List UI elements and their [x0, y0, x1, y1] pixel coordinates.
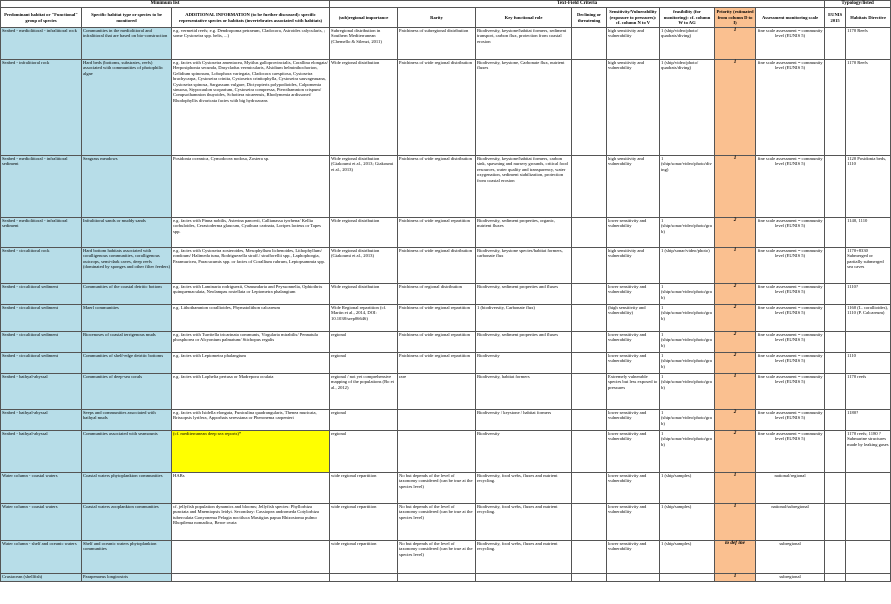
cell-sensitivity: lower sensitivity and vulnerability	[607, 504, 660, 541]
cell-sensitivity: high sensitivity and vulnerability	[607, 28, 660, 60]
cell-priority: 1	[715, 574, 756, 582]
cell-assessment-scale: fine scale assessment = community level (EUNIS 5)	[756, 332, 825, 353]
cell-habitat-group: Seabed - circalittoral sediment	[1, 284, 82, 305]
cell-rarity: Patchiness of wide regional distribution	[398, 60, 476, 156]
cell-habitat-group: Seabed - infralittoral rock	[1, 60, 82, 156]
cell-habitats-directive	[846, 504, 891, 541]
cell-eunis	[825, 541, 846, 574]
cell-assessment-scale: national/regional	[756, 473, 825, 504]
cell-additional-info: cf. jellyfish population dynamics and blooms; Jellyfish species: Phyllorhiza punctata and Mnemiopsis leidyi. Secondary: Cassiopea andromeda Cotylorhiza tuberculata Gonyonema Pelagia noctiluca Mastigias papua Rhizostoma pulmo Rhopilema nomadica, Beroe ovata	[172, 504, 330, 541]
cell-regional-importance: Wide regional distribution	[330, 284, 398, 305]
table-row	[1, 305, 891, 332]
cell-specific-habitat: Parapenaeus longirostris	[82, 574, 172, 582]
cell-feasibility: 1 (ship/sonar/video/photo/grab)	[660, 332, 715, 353]
cell-priority: 1	[715, 374, 756, 410]
cell-assessment-scale: fine scale assessment = community level (EUNIS 5)	[756, 305, 825, 332]
cell-rarity	[398, 431, 476, 473]
cell-assessment-scale: fine scale assessment = community level (EUNIS 5)	[756, 28, 825, 60]
header-group-criteria: Text-Field Criteria	[330, 1, 825, 8]
cell-eunis	[825, 60, 846, 156]
cell-declining	[572, 353, 607, 374]
col-header-habitat-group: Predominant habitat or "Functional" group of species	[1, 8, 82, 28]
cell-specific-habitat: Hard beds (bottoms, substrates, reefs) associated with communities of photophilic algae	[82, 60, 172, 156]
cell-sensitivity: lower sensitivity and vulnerability	[607, 353, 660, 374]
cell-additional-info: e.g. facies with Leptometra phalangium	[172, 353, 330, 374]
cell-declining	[572, 28, 607, 60]
cell-functional-role: Biodiversity, habitat formers	[476, 374, 572, 410]
cell-habitat-group: Water column - coastal waters	[1, 504, 82, 541]
table-row	[1, 248, 891, 284]
cell-assessment-scale: fine scale assessment = community level (EUNIS 5)	[756, 248, 825, 284]
cell-rarity: Patchiness of regional distribution	[398, 284, 476, 305]
cell-sensitivity	[607, 574, 660, 582]
cell-habitats-directive	[846, 574, 891, 582]
cell-functional-role: Biodiversity, sediment properties, organic, nutrient fluxes	[476, 218, 572, 248]
cell-additional-info: e.g. vermetid reefs; e.g. Dendropoma petraeum, Cladocora, Astroides calycularis, ; some Cystoseira spp. belts, ...)	[172, 28, 330, 60]
cell-specific-habitat: Communities of shelf-edge detritic bottoms	[82, 353, 172, 374]
table-row	[1, 574, 891, 582]
cell-additional-info: e.g. facies with Isidella elongata, Funiculina quadrangularis, Thenea muricata, Brissopsis lyrifera, Apporhais seressiana or Pheronema carpenteri	[172, 410, 330, 431]
col-header-sensitivity: Sensitivity/Vulnerability (exposure to pressures): cf. column N to V	[607, 8, 660, 28]
cell-habitats-directive: 1110?	[846, 284, 891, 305]
cell-priority: 1	[715, 473, 756, 504]
cell-additional-info: e.g. facies with Cystoseira amentacea, Mytilus galloprovincialis, Corallina elongata/ Herposiphonia secunda, Dasycladus vermicularis, Alsidium helminthochorton, Gelidium spinosum, Lobophora variegata, Cladocora caespitosa, Cystoseira brachycarpa, Cystoseira crinita, Cystoseira crinitophylla, Cystoseira sauvageauana, Cystoseira spinosa, Sargassum vulgare, Dictyopteris polypodioides, Calpomenia sinuosa, Stypocaulon scoparium, Cystoseira compressa, Pterothamnion crispum/ Compsothamnion thuyoides, Schottera nicaeensis, Rhodymenia ardissonei/ Rhodophyllis divaricata facies with big hydrozoans	[172, 60, 330, 156]
cell-habitats-directive: 1140, 1110	[846, 218, 891, 248]
cell-specific-habitat: Communities in the mediolittoral and infralittoral that are based on bio-construction	[82, 28, 172, 60]
cell-declining	[572, 332, 607, 353]
cell-specific-habitat: Communities of the coastal detritic bottom	[82, 284, 172, 305]
cell-habitats-directive	[846, 332, 891, 353]
cell-eunis	[825, 218, 846, 248]
cell-eunis	[825, 504, 846, 541]
cell-assessment-scale: subregional	[756, 541, 825, 574]
cell-declining	[572, 410, 607, 431]
col-header-declining: Declining or threatening	[572, 8, 607, 28]
cell-habitat-group: Seabed - mediolittoral - infralittoral rock	[1, 28, 82, 60]
cell-habitats-directive: 1170 reefs	[846, 374, 891, 410]
cell-habitats-directive: 1160 (L. corallioides), 1110 (P. Calcareum)	[846, 305, 891, 332]
cell-eunis	[825, 574, 846, 582]
cell-additional-info: e.g. facies with Turritella tricarinata communis, Virgularia mirabilis/ Pennatula phosphorea or Alcyonium palmatum/ Stichopus regalis	[172, 332, 330, 353]
cell-regional-importance: Wide regional distribution (Giakoumi et al., 2013)	[330, 248, 398, 284]
cell-rarity: Patchiness of wide regional repartition	[398, 332, 476, 353]
cell-rarity: rare	[398, 374, 476, 410]
cell-feasibility: 1 (ship/samples)	[660, 504, 715, 541]
cell-sensitivity: lower sensitivity and vulnerability	[607, 541, 660, 574]
cell-specific-habitat: Seeps and communities associated with bathyal muds	[82, 410, 172, 431]
cell-feasibility: 1 (ship/sonar/video/photo/grab)	[660, 353, 715, 374]
table-row	[1, 332, 891, 353]
cell-assessment-scale: fine scale assessment = community level (EUNIS 5)	[756, 374, 825, 410]
cell-eunis	[825, 332, 846, 353]
cell-rarity: No but depends of the level of taxonomy considered (can be true at the species level)	[398, 504, 476, 541]
cell-habitat-group: Seabed - mediolittoral - infralittoral sediment	[1, 218, 82, 248]
cell-sensitivity: Extremely vulnerable species but less exposed to pressures	[607, 374, 660, 410]
table-row	[1, 156, 891, 218]
cell-eunis	[825, 248, 846, 284]
cell-habitats-directive: 1110	[846, 353, 891, 374]
cell-eunis	[825, 156, 846, 218]
cell-functional-role: Biodiversity, keystone species/habitat formers, carbonate flux	[476, 248, 572, 284]
cell-additional-info: e.g. facies with Cystoseira zosteroides, Mesophyllum lichenoides, Lithophyllum/ rondoum/ Halimeda tuna, Rodriguezella straff./ strafforellii spp., Laphophorgia, Paramuricea, Paracucumis spp. or facies of Corallium rubrum, Leptopsammia spp.	[172, 248, 330, 284]
cell-eunis	[825, 374, 846, 410]
cell-regional-importance: Wide regional distribution	[330, 60, 398, 156]
col-header-additional-info: ADDITIONAL INFORMATION (to be further discussed): specific representative species or habitats (invertebrates associated with habitats)	[172, 8, 330, 28]
cell-additional-info	[172, 574, 330, 582]
col-header-rarity: Rarity	[398, 8, 476, 28]
cell-functional-role	[476, 574, 572, 582]
cell-priority: 1	[715, 28, 756, 60]
cell-feasibility: 1 (ship/sonar/video/photo/grab)	[660, 305, 715, 332]
cell-regional-importance: Subregional distribution in Southern Mediterranean (Chemello & Silenzi, 2011)	[330, 28, 398, 60]
cell-priority: 2	[715, 353, 756, 374]
cell-additional-info: Posidonia oceanica, Cymodocea nodosa, Zostera sp.	[172, 156, 330, 218]
cell-declining	[572, 248, 607, 284]
cell-additional-info: e.g. facies with Lophelia pertusa or Madrepora oculata	[172, 374, 330, 410]
cell-functional-role: Biodiversity	[476, 353, 572, 374]
cell-additional-info: e.g. facies with Pinna nobilis, Asterina pancerii, Callianassa tyrrhena/ Kellia corbuloides, Cerastoderma glaucum, Cyathura carinata, Loripes lacteus or Tapes spp.	[172, 218, 330, 248]
cell-additional-info: HABs	[172, 473, 330, 504]
cell-additional-info	[172, 541, 330, 574]
table-body	[1, 28, 891, 582]
cell-declining	[572, 218, 607, 248]
cell-sensitivity: lower sensitivity and vulnerability	[607, 431, 660, 473]
cell-regional-importance: regional	[330, 410, 398, 431]
cell-habitat-group: Seabed - circalittoral sediment	[1, 332, 82, 353]
cell-habitats-directive: 1170 Reefs	[846, 60, 891, 156]
cell-feasibility: 1 (ship/video/photo/ quadrats/diving)	[660, 60, 715, 156]
cell-feasibility	[660, 574, 715, 582]
col-header-assessment-scale: Assessment monitoring scale	[756, 8, 825, 28]
cell-functional-role: Biodiversity	[476, 431, 572, 473]
cell-assessment-scale: fine scale assessment = community level (EUNIS 5)	[756, 431, 825, 473]
cell-habitats-directive	[846, 541, 891, 574]
cell-functional-role: Biodiversity / keystone / habitat formers	[476, 410, 572, 431]
cell-declining	[572, 156, 607, 218]
cell-priority: 2	[715, 284, 756, 305]
cell-specific-habitat: Communities associated with seamounts	[82, 431, 172, 473]
cell-specific-habitat: Infralittoral sands or muddy sands	[82, 218, 172, 248]
cell-feasibility: 1 (ship/sonar/video/photo/grab)	[660, 284, 715, 305]
cell-rarity: Patchiness of wide regional repartition	[398, 353, 476, 374]
cell-habitats-directive: 1180?	[846, 410, 891, 431]
cell-regional-importance: wide regional repartition	[330, 541, 398, 574]
header-group-minimum-list: Minimum list	[1, 1, 330, 8]
cell-priority: 2	[715, 431, 756, 473]
cell-assessment-scale: fine scale assessment = community level (EUNIS 5)	[756, 60, 825, 156]
table-row	[1, 284, 891, 305]
cell-functional-role: Biodiversity, food webs, fluxes and nutrient recycling.	[476, 541, 572, 574]
cell-assessment-scale: fine scale assessment = community level (EUNIS 5)	[756, 410, 825, 431]
cell-regional-importance: wide regional repartition	[330, 473, 398, 504]
table-row	[1, 431, 891, 473]
cell-rarity: No but depends of the level of taxonomy considered (can be true at the species level)	[398, 473, 476, 504]
table-row	[1, 374, 891, 410]
cell-regional-importance	[330, 574, 398, 582]
cell-declining	[572, 284, 607, 305]
cell-assessment-scale: fine scale assessment = community level (EUNIS 5)	[756, 353, 825, 374]
cell-habitat-group: Seabed - circalittoral sediment	[1, 305, 82, 332]
cell-functional-role: Biodiversity, keystone, Carbonate flux, nutrient fluxes	[476, 60, 572, 156]
cell-feasibility: 1 (ship/samples)	[660, 473, 715, 504]
cell-habitat-group: Seabed - circalittoral rock	[1, 248, 82, 284]
cell-declining	[572, 431, 607, 473]
cell-priority: 2	[715, 332, 756, 353]
cell-priority: 2	[715, 410, 756, 431]
cell-regional-importance: wide regional repartition	[330, 504, 398, 541]
cell-habitats-directive: 1170 reefs; 1180 ? Submarine structures made by leaking gases	[846, 431, 891, 473]
cell-habitat-group: Seabed - bathyal-abyssal	[1, 410, 82, 431]
cell-rarity	[398, 574, 476, 582]
cell-declining	[572, 374, 607, 410]
table-row	[1, 353, 891, 374]
cell-habitats-directive	[846, 473, 891, 504]
cell-sensitivity: (high sensitivity and vulnerability)	[607, 305, 660, 332]
header-group-typology: Typology/listed	[825, 1, 891, 8]
cell-feasibility: 1 (ship/sonar/video/photo/grab)	[660, 374, 715, 410]
cell-habitats-directive: 1170 Reefs	[846, 28, 891, 60]
cell-sensitivity: lower sensitivity and vulnerability	[607, 218, 660, 248]
cell-sensitivity: lower sensitivity and vulnerability	[607, 473, 660, 504]
cell-functional-role: Biodiversity, sediment properties and fluxes	[476, 332, 572, 353]
cell-feasibility: 1 (ship/sonar/video/photo/grab)	[660, 218, 715, 248]
cell-regional-importance: regional	[330, 353, 398, 374]
cell-habitat-group: Crustacean (shellfish)	[1, 574, 82, 582]
cell-habitat-group: Seabed - mediolittoral - infralittoral sediment	[1, 156, 82, 218]
cell-rarity: Patchiness of wide regional distribution	[398, 248, 476, 284]
table-row	[1, 541, 891, 574]
table-row	[1, 473, 891, 504]
header-columns-row	[1, 8, 891, 28]
cell-priority: 1	[715, 248, 756, 284]
cell-functional-role: Biodiversity, food webs, fluxes and nutrient recycling.	[476, 504, 572, 541]
cell-rarity	[398, 410, 476, 431]
cell-assessment-scale: fine scale assessment = community level (EUNIS 5)	[756, 218, 825, 248]
cell-feasibility: 1 (ship/samples)	[660, 541, 715, 574]
cell-priority: 2	[715, 305, 756, 332]
cell-additional-info: e.g. Lithothamnion corallioides, Phymatolithon calcareum	[172, 305, 330, 332]
table-row	[1, 60, 891, 156]
cell-regional-importance: Wide Regional repartition (cf. Martin et al., 2014, DOI: 10.1038/srep06646)	[330, 305, 398, 332]
cell-habitat-group: Seabed - bathyal-abyssal	[1, 374, 82, 410]
cell-habitat-group: Seabed - bathyal-abyssal	[1, 431, 82, 473]
cell-regional-importance: Wide regional distribution (Giakoumi et al., 2013; Giakoumi et al., 2013)	[330, 156, 398, 218]
cell-regional-importance: regional	[330, 332, 398, 353]
table-row	[1, 28, 891, 60]
cell-habitats-directive: 1170+8330 Submerged or partially submerged sea caves	[846, 248, 891, 284]
cell-regional-importance: Wide regional distribution	[330, 218, 398, 248]
table-row	[1, 410, 891, 431]
cell-declining	[572, 305, 607, 332]
col-header-specific-habitat: Specific habitat type or species to be monitored	[82, 8, 172, 28]
cell-specific-habitat: Shelf and oceanic waters phytoplankton communities	[82, 541, 172, 574]
cell-specific-habitat: Maerl communities	[82, 305, 172, 332]
table-row	[1, 504, 891, 541]
cell-declining	[572, 504, 607, 541]
cell-rarity: Patchiness of wide regional distribution	[398, 156, 476, 218]
cell-habitat-group: Water column - shelf and oceanic waters	[1, 541, 82, 574]
cell-functional-role: 1 (biodiversity, Carbonate flux)	[476, 305, 572, 332]
cell-sensitivity: lower sensitivity and vulnerability	[607, 332, 660, 353]
cell-feasibility: 1 (ship/sonar/video/photo/grab)	[660, 431, 715, 473]
cell-sensitivity: high sensitivity and vulnerability	[607, 156, 660, 218]
cell-declining	[572, 541, 607, 574]
cell-habitats-directive: 1120 Posidonia beds, 1110	[846, 156, 891, 218]
cell-rarity: Patchiness of subregional distribution	[398, 28, 476, 60]
cell-additional-info: e.g. facies with Laminaria rodriguezii, Osmundaria and Peyssonnelia, Ophiothrix quinquemaculata, Neolampas rostellata or Leptometra phalangium	[172, 284, 330, 305]
cell-specific-habitat: Coastal waters phytoplankton communities	[82, 473, 172, 504]
cell-declining	[572, 473, 607, 504]
cell-rarity: Patchiness of wide regional repartition	[398, 218, 476, 248]
cell-rarity: No but depends of the level of taxonomy considered (can be true at the species level)	[398, 541, 476, 574]
cell-priority: 2	[715, 218, 756, 248]
cell-rarity: Patchiness of wide regional repartition	[398, 305, 476, 332]
cell-functional-role: Biodiversity, food webs, fluxes and nutrient recycling.	[476, 473, 572, 504]
cell-specific-habitat: Coastal waters zooplankton communities	[82, 504, 172, 541]
cell-assessment-scale: subregional	[756, 574, 825, 582]
cell-regional-importance: regional / not yet comprehensive mapping of the populations (Bo et al., 2012)	[330, 374, 398, 410]
cell-sensitivity: high sensitivity and vulnerability	[607, 60, 660, 156]
cell-eunis	[825, 353, 846, 374]
col-header-regional-importance: (sub)regional importance	[330, 8, 398, 28]
cell-habitat-group: Seabed - circalittoral sediment	[1, 353, 82, 374]
col-header-functional-role: Key functional role	[476, 8, 572, 28]
cell-functional-role: Biodiversity, keystone/habitat formers, carbon sink, spawning and nursery grounds, critical food resources, water quality and transparency, water oxygenation, sediment stabilization, protection from coastal erosion	[476, 156, 572, 218]
cell-feasibility: 1 (ship/sonar/video/photo)	[660, 248, 715, 284]
cell-eunis	[825, 28, 846, 60]
cell-priority: 1	[715, 60, 756, 156]
col-header-habitats-directive: Habitats Directive	[846, 8, 891, 28]
cell-feasibility: 1 (ship/video/photo/ quadrats/diving)	[660, 28, 715, 60]
cell-feasibility: 1 (ship/sonar/video/photo/grab)	[660, 410, 715, 431]
col-header-feasibility: feasibility (for monitoring): cf. column W to AG	[660, 8, 715, 28]
cell-sensitivity: high sensitivity and vulnerability	[607, 248, 660, 284]
cell-eunis	[825, 305, 846, 332]
cell-priority: 1	[715, 156, 756, 218]
cell-assessment-scale: fine scale assessment = community level (EUNIS 5)	[756, 156, 825, 218]
header-group-row	[1, 1, 891, 8]
cell-specific-habitat: Seagrass meadows	[82, 156, 172, 218]
cell-declining	[572, 574, 607, 582]
cell-regional-importance: regional	[330, 431, 398, 473]
cell-feasibility: 1 (ship/sonar/video/photo/diving)	[660, 156, 715, 218]
cell-functional-role: Biodiversity, sediment properties and fluxes	[476, 284, 572, 305]
cell-functional-role: Biodiversity, keystone/habitat formers, sediment transport, carbon flux, protection from coastal erosion	[476, 28, 572, 60]
cell-additional-info: (cf. mediterranean deep sea reports)*	[172, 431, 330, 473]
cell-assessment-scale: fine scale assessment = community level (EUNIS 5)	[756, 284, 825, 305]
cell-priority: to def ine	[715, 541, 756, 574]
cell-eunis	[825, 473, 846, 504]
cell-assessment-scale: national/subregional	[756, 504, 825, 541]
cell-eunis	[825, 410, 846, 431]
cell-priority: 1	[715, 504, 756, 541]
cell-sensitivity: lower sensitivity and vulnerability	[607, 410, 660, 431]
cell-specific-habitat: Biocenoses of coastal terrigenous muds	[82, 332, 172, 353]
cell-eunis	[825, 284, 846, 305]
col-header-priority: Priority (estimated from column D to I)	[715, 8, 756, 28]
cell-sensitivity: lower sensitivity and vulnerability	[607, 284, 660, 305]
cell-specific-habitat: Hard bottom habitats associated with coralligenous communities, coralligenous outcrops, semi-dark caves, deep reefs (dominated by sponges and other filter feeders)	[82, 248, 172, 284]
cell-declining	[572, 60, 607, 156]
cell-specific-habitat: Communities of deep-sea corals	[82, 374, 172, 410]
cell-eunis	[825, 431, 846, 473]
cell-habitat-group: Water column - coastal waters	[1, 473, 82, 504]
col-header-eunis: EUNIS 2015	[825, 8, 846, 28]
table-row	[1, 218, 891, 248]
